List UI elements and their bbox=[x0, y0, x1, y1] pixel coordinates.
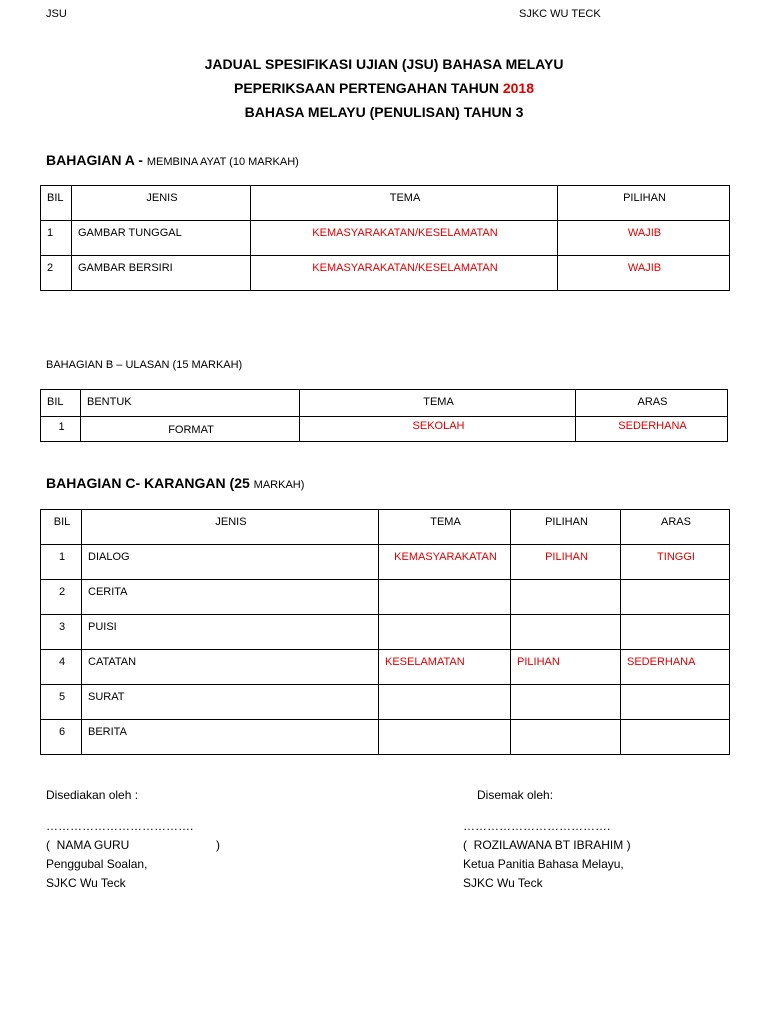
table-cell: 1 bbox=[41, 221, 72, 256]
title-line2-prefix: PEPERIKSAAN PERTENGAHAN TAHUN bbox=[233, 80, 503, 96]
table-cell: SEDERHANA bbox=[621, 650, 730, 685]
section-c-heading-text: BAHAGIAN C- KARANGAN (25 bbox=[46, 475, 254, 491]
table-cell bbox=[511, 685, 621, 720]
table-cell: 3 bbox=[41, 615, 82, 650]
checked-by-label: Disemak oleh: bbox=[477, 788, 554, 802]
table-cell: SURAT bbox=[82, 685, 379, 720]
table-cell: CATATAN bbox=[82, 650, 379, 685]
table-cell bbox=[379, 685, 511, 720]
table-cell bbox=[621, 685, 730, 720]
table-cell: CERITA bbox=[82, 580, 379, 615]
table-cell: 1 bbox=[41, 417, 81, 442]
table-cell bbox=[379, 580, 511, 615]
table-cell: GAMBAR BERSIRI bbox=[72, 256, 251, 291]
header-cell: JENIS bbox=[82, 510, 379, 545]
table-row bbox=[41, 615, 730, 650]
table-row bbox=[41, 650, 730, 685]
section-c-heading bbox=[46, 475, 304, 491]
checked-by-signature-line: ………………………………. bbox=[463, 819, 611, 833]
prepared-by-school: SJKC Wu Teck bbox=[46, 876, 126, 890]
header-cell: PILIHAN bbox=[511, 510, 621, 545]
table-cell: 2 bbox=[41, 256, 72, 291]
header-cell: TEMA bbox=[379, 510, 511, 545]
table-cell: PILIHAN bbox=[511, 545, 621, 580]
table-cell bbox=[621, 615, 730, 650]
table-cell: SEDERHANA bbox=[576, 417, 728, 442]
prepared-by-name: ( NAMA GURU ) bbox=[46, 838, 221, 852]
header-cell: ARAS bbox=[576, 390, 728, 417]
prepared-by-signature-line: ………………………………. bbox=[46, 819, 194, 833]
title-year: 2018 bbox=[502, 80, 535, 96]
table-cell: 4 bbox=[41, 650, 82, 685]
table-cell: KEMASYARAKATAN/KESELAMATAN bbox=[251, 221, 558, 256]
table-row bbox=[41, 685, 730, 720]
section-b-table bbox=[40, 389, 728, 442]
table-header-row bbox=[41, 390, 728, 417]
table-cell: FORMAT bbox=[81, 417, 300, 442]
table-cell: 1 bbox=[41, 545, 82, 580]
table-cell: KEMASYARAKATAN bbox=[379, 545, 511, 580]
title-line1: JADUAL SPESIFIKASI UJIAN (JSU) BAHASA MELAYU bbox=[204, 56, 564, 72]
table-cell: WAJIB bbox=[558, 256, 730, 291]
table-cell: BERITA bbox=[82, 720, 379, 755]
table-cell bbox=[379, 720, 511, 755]
section-a-table bbox=[40, 185, 730, 291]
checked-by-school: SJKC Wu Teck bbox=[463, 876, 543, 890]
table-cell: KESELAMATAN bbox=[379, 650, 511, 685]
table-cell: 2 bbox=[41, 580, 82, 615]
section-a-heading bbox=[46, 152, 299, 168]
header-cell: JENIS bbox=[72, 186, 251, 221]
table-cell bbox=[379, 615, 511, 650]
checked-by-role: Ketua Panitia Bahasa Melayu, bbox=[463, 857, 624, 871]
header-cell: BIL bbox=[41, 390, 81, 417]
header-cell: ARAS bbox=[621, 510, 730, 545]
table-cell: GAMBAR TUNGGAL bbox=[72, 221, 251, 256]
header-cell: BENTUK bbox=[81, 390, 300, 417]
table-cell: 6 bbox=[41, 720, 82, 755]
table-row bbox=[41, 720, 730, 755]
title-line2 bbox=[0, 80, 768, 96]
table-cell: SEKOLAH bbox=[300, 417, 576, 442]
table-cell: 5 bbox=[41, 685, 82, 720]
table-cell: KEMASYARAKATAN/KESELAMATAN bbox=[251, 256, 558, 291]
header-left: JSU bbox=[46, 8, 67, 20]
table-header-row bbox=[41, 510, 730, 545]
checked-by-name: ( ROZILAWANA BT IBRAHIM ) bbox=[463, 838, 631, 852]
title-line3: BAHASA MELAYU (PENULISAN) TAHUN 3 bbox=[244, 104, 524, 120]
section-a-subheading: MEMBINA AYAT (10 MARKAH) bbox=[146, 156, 299, 168]
table-header-row bbox=[41, 186, 730, 221]
table-cell bbox=[511, 580, 621, 615]
table-cell bbox=[621, 580, 730, 615]
header-cell: TEMA bbox=[251, 186, 558, 221]
prepared-by-role: Penggubal Soalan, bbox=[46, 857, 148, 871]
table-cell bbox=[511, 720, 621, 755]
header-right: SJKC WU TECK bbox=[519, 8, 601, 20]
table-cell bbox=[621, 720, 730, 755]
table-cell bbox=[511, 615, 621, 650]
section-c-subheading: MARKAH) bbox=[253, 479, 305, 491]
header-cell: BIL bbox=[41, 186, 72, 221]
header-cell: TEMA bbox=[300, 390, 576, 417]
table-cell: TINGGI bbox=[621, 545, 730, 580]
table-row bbox=[41, 580, 730, 615]
table-row bbox=[41, 256, 730, 291]
table-cell: PUISI bbox=[82, 615, 379, 650]
header-cell: BIL bbox=[41, 510, 82, 545]
header-cell: PILIHAN bbox=[558, 186, 730, 221]
table-row bbox=[41, 417, 728, 442]
section-b-heading: BAHAGIAN B – ULASAN (15 MARKAH) bbox=[46, 359, 243, 371]
table-cell: PILIHAN bbox=[511, 650, 621, 685]
table-row bbox=[41, 545, 730, 580]
table-cell: WAJIB bbox=[558, 221, 730, 256]
prepared-by-label: Disediakan oleh : bbox=[46, 788, 139, 802]
table-cell: DIALOG bbox=[82, 545, 379, 580]
section-a-heading-text: BAHAGIAN A - bbox=[46, 152, 147, 168]
table-row bbox=[41, 221, 730, 256]
section-c-table bbox=[40, 509, 730, 755]
